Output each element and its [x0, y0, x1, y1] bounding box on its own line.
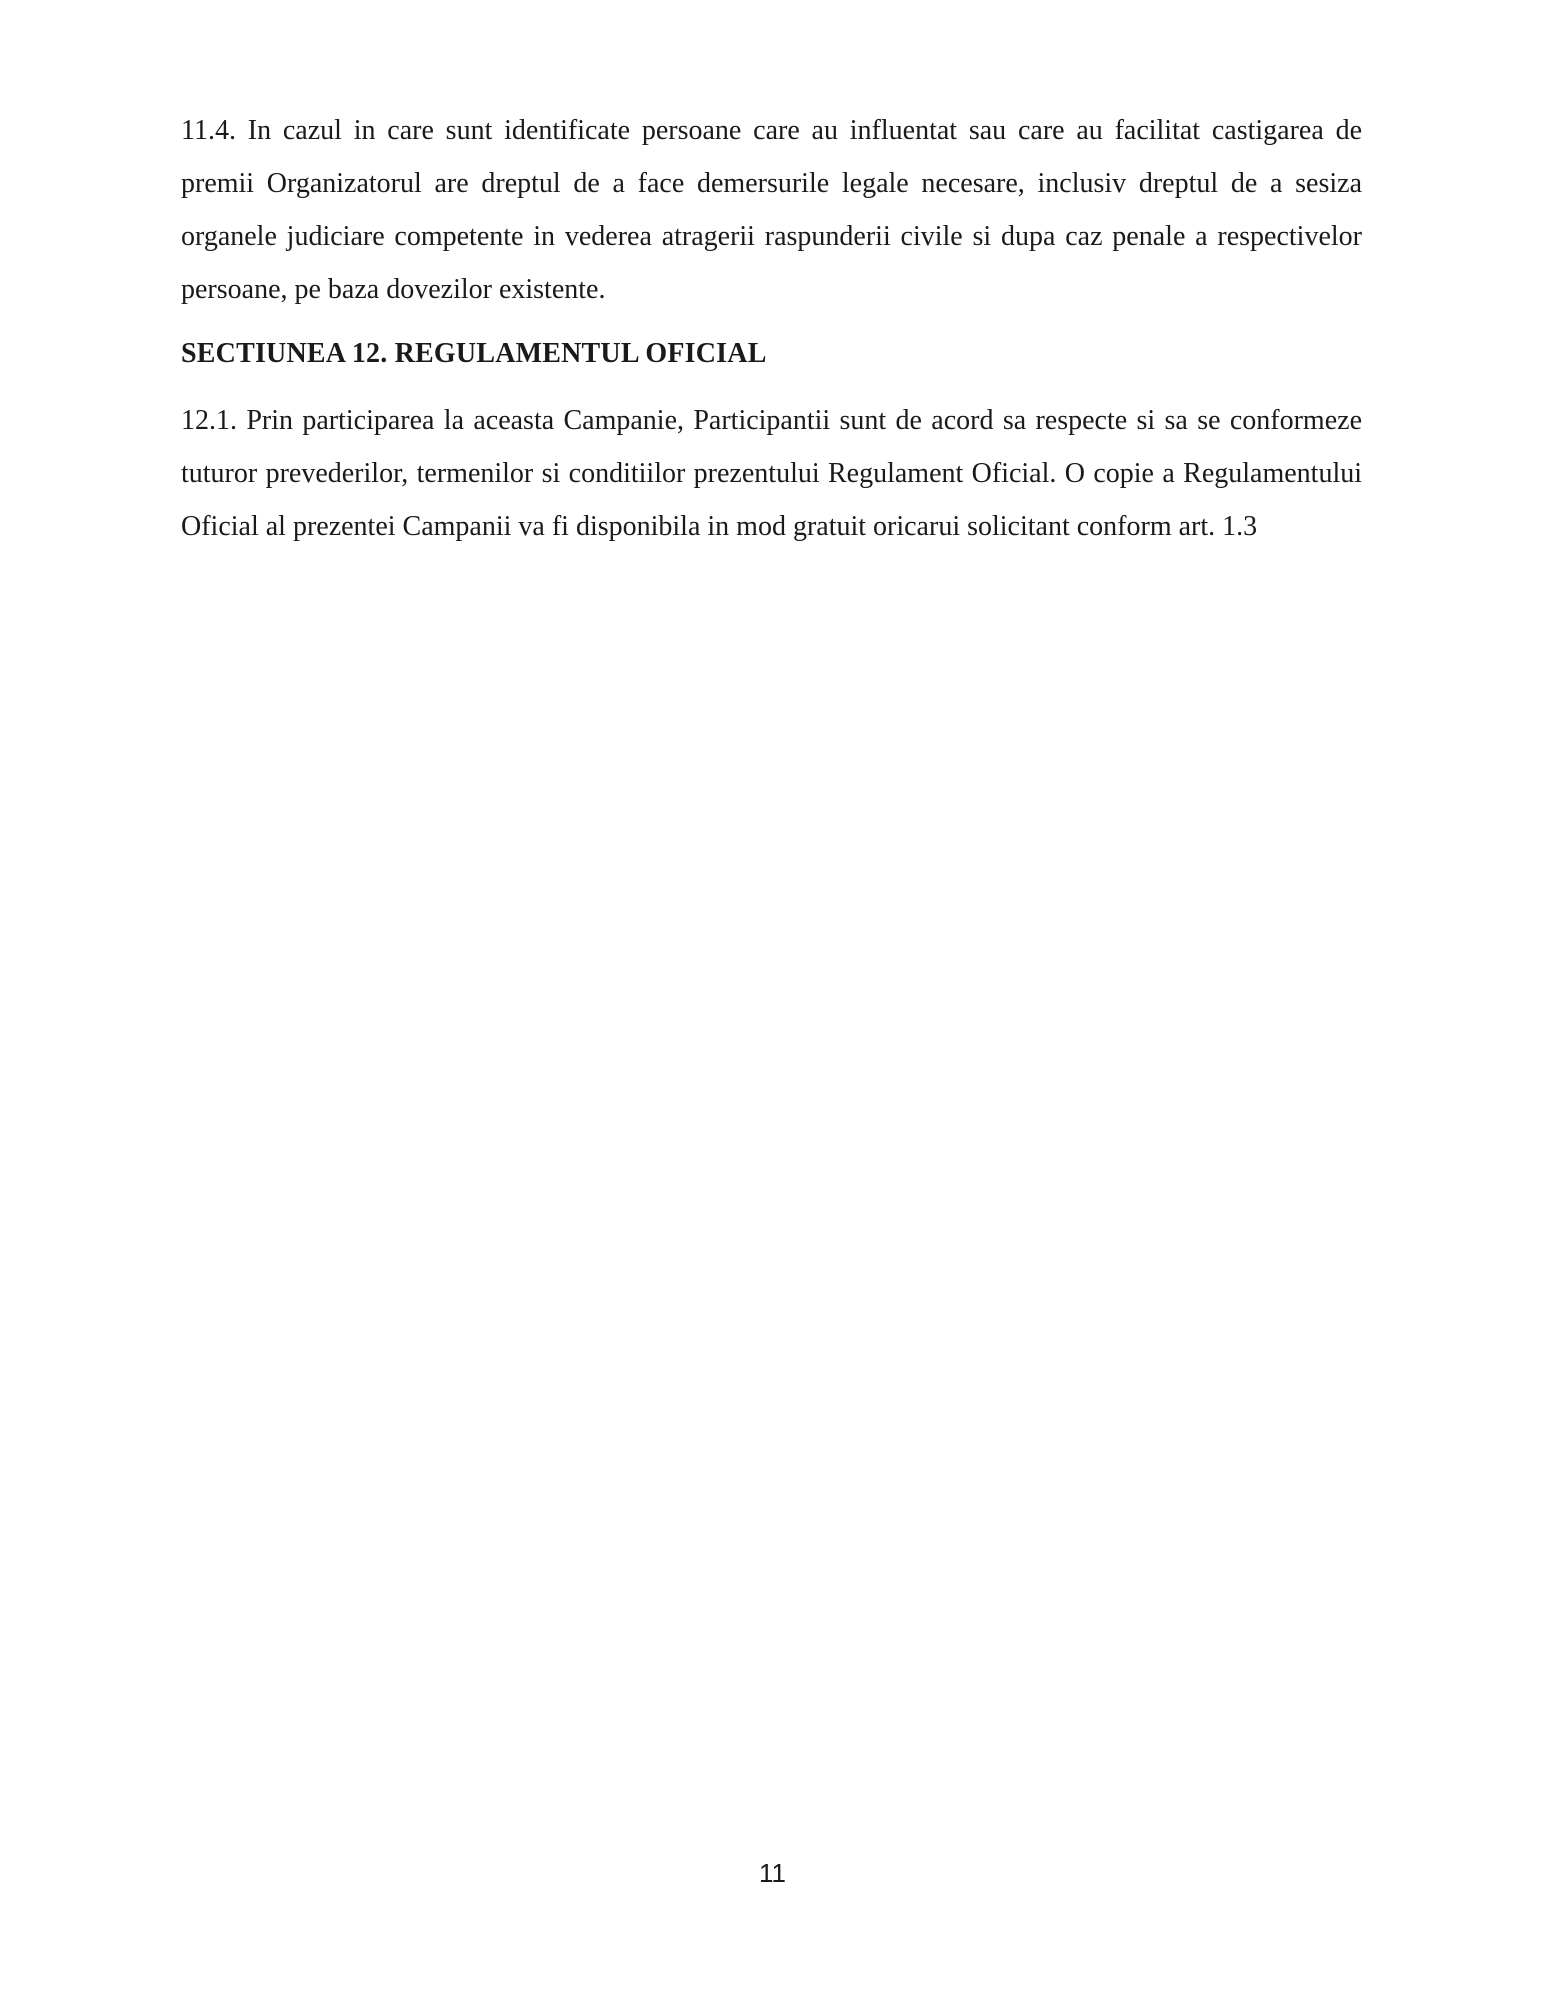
page-number: 11 — [759, 1858, 786, 1888]
page-content — [181, 104, 1362, 553]
section-12-heading: SECTIUNEA 12. REGULAMENTUL OFICIAL — [181, 338, 767, 369]
paragraph-11-4: 11.4. In cazul in care sunt identificate persoane care au influentat sau care au facilitat castigarea de premii Organizatorul are dreptul de a face demersurile legale necesare, inclusiv dreptul de a sesiza organele judiciare competente in vederea atragerii raspunderii civile si dupa caz penale a respectivelor persoane, pe baza dovezilor existente. — [181, 115, 1362, 305]
paragraph-12-1: 12.1. Prin participarea la aceasta Campanie, Participantii sunt de acord sa respecte si sa se conformeze tuturor prevederilor, termenilor si conditiilor prezentului Regulament Oficial. O copie a Regulamentului Oficial al prezentei Campanii va fi disponibila in mod gratuit oricarui solicitant conform art. 1.3 — [181, 405, 1362, 542]
